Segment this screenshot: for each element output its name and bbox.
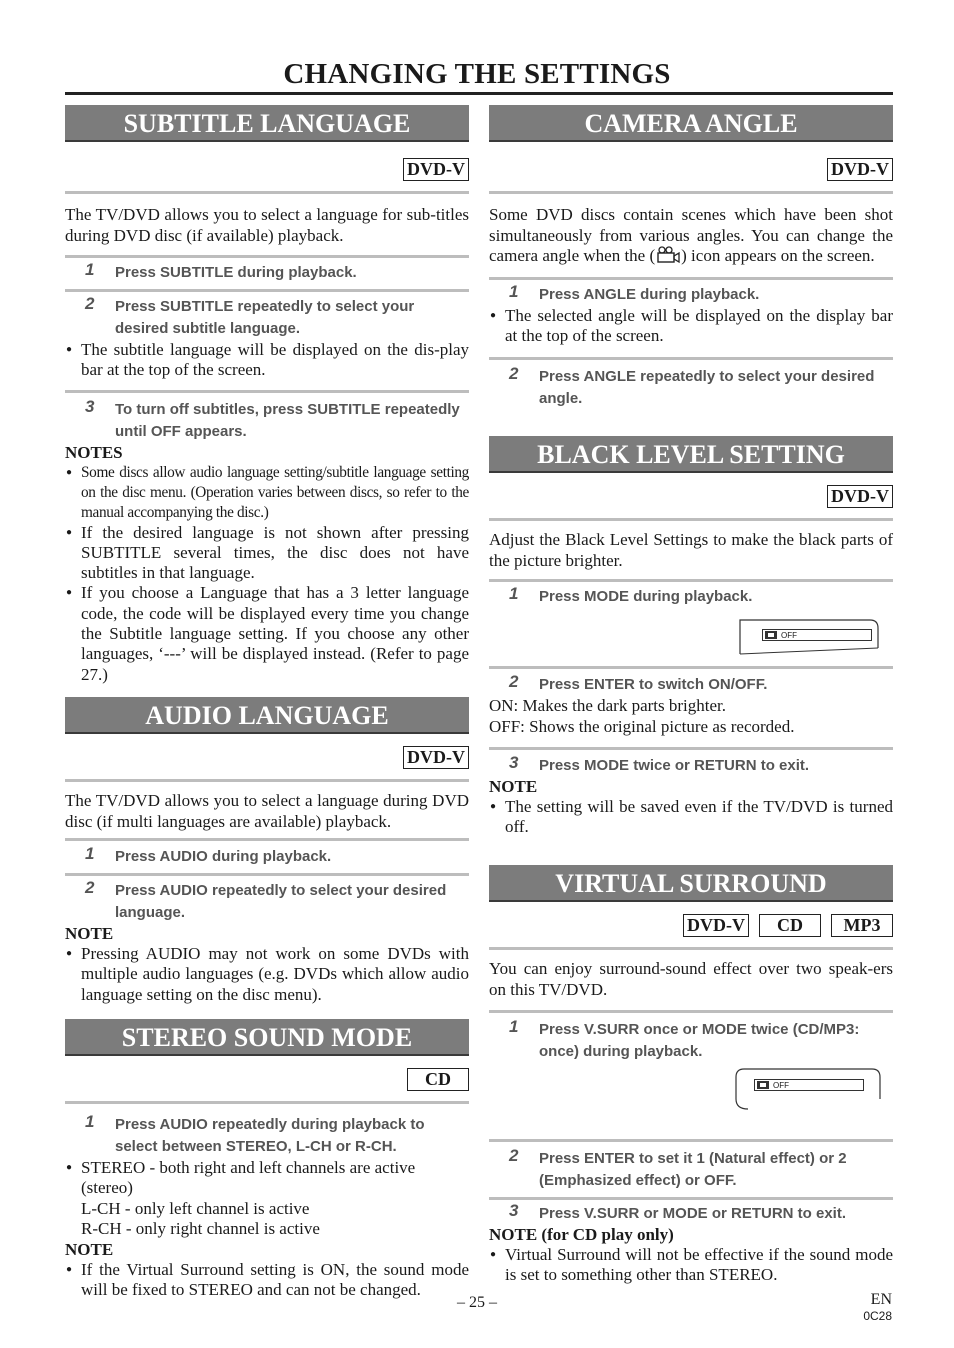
step-text: Press ANGLE during playback.: [539, 285, 760, 303]
step-text: To turn off subtitles, press SUBTITLE repeatedly until OFF appears.: [115, 400, 460, 440]
step-text: Press V.SURR or MODE or RETURN to exit.: [539, 1205, 847, 1222]
step-number: 2: [509, 1146, 519, 1165]
subtitle-language-section: [65, 105, 469, 685]
osd-area: [489, 1063, 893, 1129]
step: [489, 586, 893, 608]
notes-heading: NOTES: [65, 442, 123, 462]
virtual-surround-osd: [734, 1067, 878, 1111]
step: [65, 296, 469, 340]
audio-language-section: [65, 697, 469, 1005]
camera-angle-icon: [655, 246, 681, 264]
bullet-text: ● STEREO - both right and left channels are active: [65, 1158, 469, 1178]
divider: [489, 1197, 893, 1200]
disc-badge: DVD-V: [403, 158, 469, 181]
surround-icon: [757, 1081, 769, 1089]
note-item: ● If the Virtual Surround setting is ON, the sound mode will be fixed to STEREO and can not be changed.: [65, 1260, 469, 1301]
black-level-icon: [765, 631, 777, 639]
divider: [489, 518, 893, 521]
intro-text: Adjust the Black Level Settings to make the black parts of the picture brighter.: [489, 530, 893, 570]
black-level-section: [489, 436, 893, 838]
section-heading: CAMERA ANGLE: [489, 105, 893, 142]
divider: [65, 838, 469, 841]
divider: [65, 191, 469, 194]
step: [65, 262, 469, 284]
step-text: Press MODE twice or RETURN to exit.: [539, 757, 810, 774]
note-item: ● If the desired language is not shown after pressing SUBTITLE several times, the disc does not have subtitles in that language.: [65, 523, 469, 584]
intro-text: The TV/DVD allows you to select a language during DVD disc (if multi languages are available) playback.: [65, 791, 469, 831]
divider: [489, 191, 893, 194]
step-text: Press V.SURR once or MODE twice (CD/MP3: once) during playback.: [539, 1021, 860, 1060]
step: [65, 880, 469, 924]
intro-text-part: ) icon appears on the screen.: [681, 246, 875, 265]
disc-badges: [489, 485, 893, 508]
step-number: 1: [85, 1112, 95, 1131]
step: [489, 366, 893, 410]
divider: [65, 255, 469, 258]
disc-badge-cd: CD: [759, 914, 821, 937]
step-text: Press ENTER to switch ON/OFF.: [539, 676, 768, 693]
intro-text: You can enjoy surround-sound effect over two speak-ers on this TV/DVD.: [489, 959, 893, 999]
notes-heading: NOTE: [65, 1239, 114, 1259]
note-item: ● Virtual Surround will not be effective if the sound mode is set to something other than STEREO.: [489, 1245, 893, 1286]
step-text: Press SUBTITLE during playback.: [115, 264, 357, 281]
step: [489, 674, 893, 696]
divider: [65, 289, 469, 292]
section-heading: STEREO SOUND MODE: [65, 1019, 469, 1056]
disc-badge-dvd: DVD-V: [683, 914, 749, 937]
step-number: 3: [509, 1201, 519, 1220]
step: [65, 846, 469, 868]
step-number: 1: [509, 584, 519, 603]
lch-description: L-CH - only left channel is active: [81, 1198, 310, 1218]
note-item: ● Some discs allow audio language setting/subtitle language setting on the disc menu. (Operation varies between discs, so refer to the manual accompanying the disc.): [65, 463, 469, 523]
note-item: ● The setting will be saved even if the TV/DVD is turned off.: [489, 797, 893, 838]
disc-badges: [65, 158, 469, 181]
bullet-continued: (stereo): [81, 1178, 133, 1198]
note-item: ● Pressing AUDIO may not work on some DVDs with multiple audio languages (e.g. DVDs which allow audio language setting on the disc menu).: [65, 944, 469, 1005]
divider: [489, 579, 893, 582]
page-title: CHANGING THE SETTINGS: [283, 58, 671, 90]
stereo-sound-mode-section: [65, 1019, 469, 1300]
section-heading: AUDIO LANGUAGE: [65, 697, 469, 734]
step-number: 3: [509, 753, 519, 772]
step-text: Press AUDIO during playback.: [115, 848, 332, 865]
section-heading: BLACK LEVEL SETTING: [489, 436, 893, 473]
divider: [489, 277, 893, 280]
divider: [65, 873, 469, 876]
on-description: ON: Makes the dark parts brighter.: [489, 696, 726, 715]
document-code: 0C28: [863, 1309, 892, 1323]
step-number: 2: [509, 364, 519, 384]
page-number: – 25 –: [457, 1294, 497, 1311]
step-text: Press AUDIO repeatedly during playback to select between STEREO, L-CH or R-CH.: [115, 1116, 425, 1155]
divider: [489, 747, 893, 750]
step: [489, 1203, 893, 1225]
camera-angle-section: [489, 105, 893, 410]
osd-area: [489, 608, 893, 658]
step-text: Press ANGLE repeatedly to select your desired angle.: [539, 368, 875, 408]
intro-text-part: Some DVD discs contain scenes which have been shot simultaneously from various angles. You can change the camera angle when the (: [489, 205, 893, 265]
step-number: 3: [85, 396, 95, 416]
virtual-surround-section: [489, 865, 893, 1286]
language-code: EN: [870, 1291, 892, 1308]
bullet-text: ● The selected angle will be displayed on the display bar at the top of the screen.: [489, 306, 893, 347]
disc-badge: DVD-V: [827, 485, 893, 508]
section-heading: VIRTUAL SURROUND: [489, 865, 893, 902]
note-item: ● If you choose a Language that has a 3 letter language code, the code will be displayed every time you change the Subtitle language setting. If you choose any other languages, ‘---’ will be displayed instead. (Refer to page 27.): [65, 583, 469, 684]
divider: [65, 1101, 469, 1104]
notes-heading: NOTE: [65, 924, 114, 943]
disc-badge: CD: [407, 1068, 469, 1091]
intro-text: The TV/DVD allows you to select a language for sub-titles during DVD disc (if available) playback.: [65, 205, 469, 245]
step-number: 1: [85, 844, 95, 863]
step-text: Press MODE during playback.: [539, 588, 753, 605]
osd-field: [762, 629, 872, 641]
divider: [489, 666, 893, 669]
section-heading: SUBTITLE LANGUAGE: [65, 105, 469, 142]
divider: [65, 390, 469, 393]
step: [65, 396, 469, 443]
disc-badges: [489, 158, 893, 181]
disc-badges: [489, 914, 893, 937]
step-text: Press SUBTITLE repeatedly to select your desired subtitle language.: [115, 298, 415, 337]
rch-description: R-CH - only right channel is active: [81, 1219, 320, 1239]
disc-badge-mp3: MP3: [831, 914, 893, 937]
notes-heading: NOTE: [489, 777, 538, 796]
disc-badges: [65, 1068, 469, 1091]
black-level-osd: [738, 614, 882, 658]
step: [489, 755, 893, 777]
osd-field: [754, 1079, 864, 1091]
step: [489, 1019, 893, 1063]
step-number: 1: [509, 1017, 519, 1036]
osd-value: OFF: [773, 1081, 789, 1090]
divider: [489, 357, 893, 360]
divider: [489, 947, 893, 950]
step-number: 1: [509, 281, 519, 301]
step: [489, 1148, 893, 1192]
step-number: 2: [85, 294, 95, 313]
step-number: 2: [509, 672, 519, 691]
notes-heading: NOTE (for CD play only): [489, 1225, 674, 1244]
step-text: Press AUDIO repeatedly to select your desired language.: [115, 882, 447, 921]
step-number: 1: [85, 260, 95, 279]
step: [489, 281, 893, 306]
divider: [65, 779, 469, 782]
step-number: 2: [85, 878, 95, 897]
step: [65, 1114, 469, 1158]
disc-badges: [65, 746, 469, 769]
osd-value: OFF: [781, 631, 797, 640]
intro-text: [489, 205, 893, 267]
off-description: OFF: Shows the original picture as recorded.: [489, 716, 795, 736]
divider: [489, 1010, 893, 1013]
disc-badge: DVD-V: [403, 746, 469, 769]
disc-badge: DVD-V: [827, 158, 893, 181]
step-text: Press ENTER to set it 1 (Natural effect) or 2 (Emphasized effect) or OFF.: [539, 1150, 847, 1189]
divider: [489, 1139, 893, 1142]
bullet-text: ● The subtitle language will be displayed on the dis-play bar at the top of the screen.: [65, 340, 469, 381]
title-rule: [65, 92, 893, 95]
